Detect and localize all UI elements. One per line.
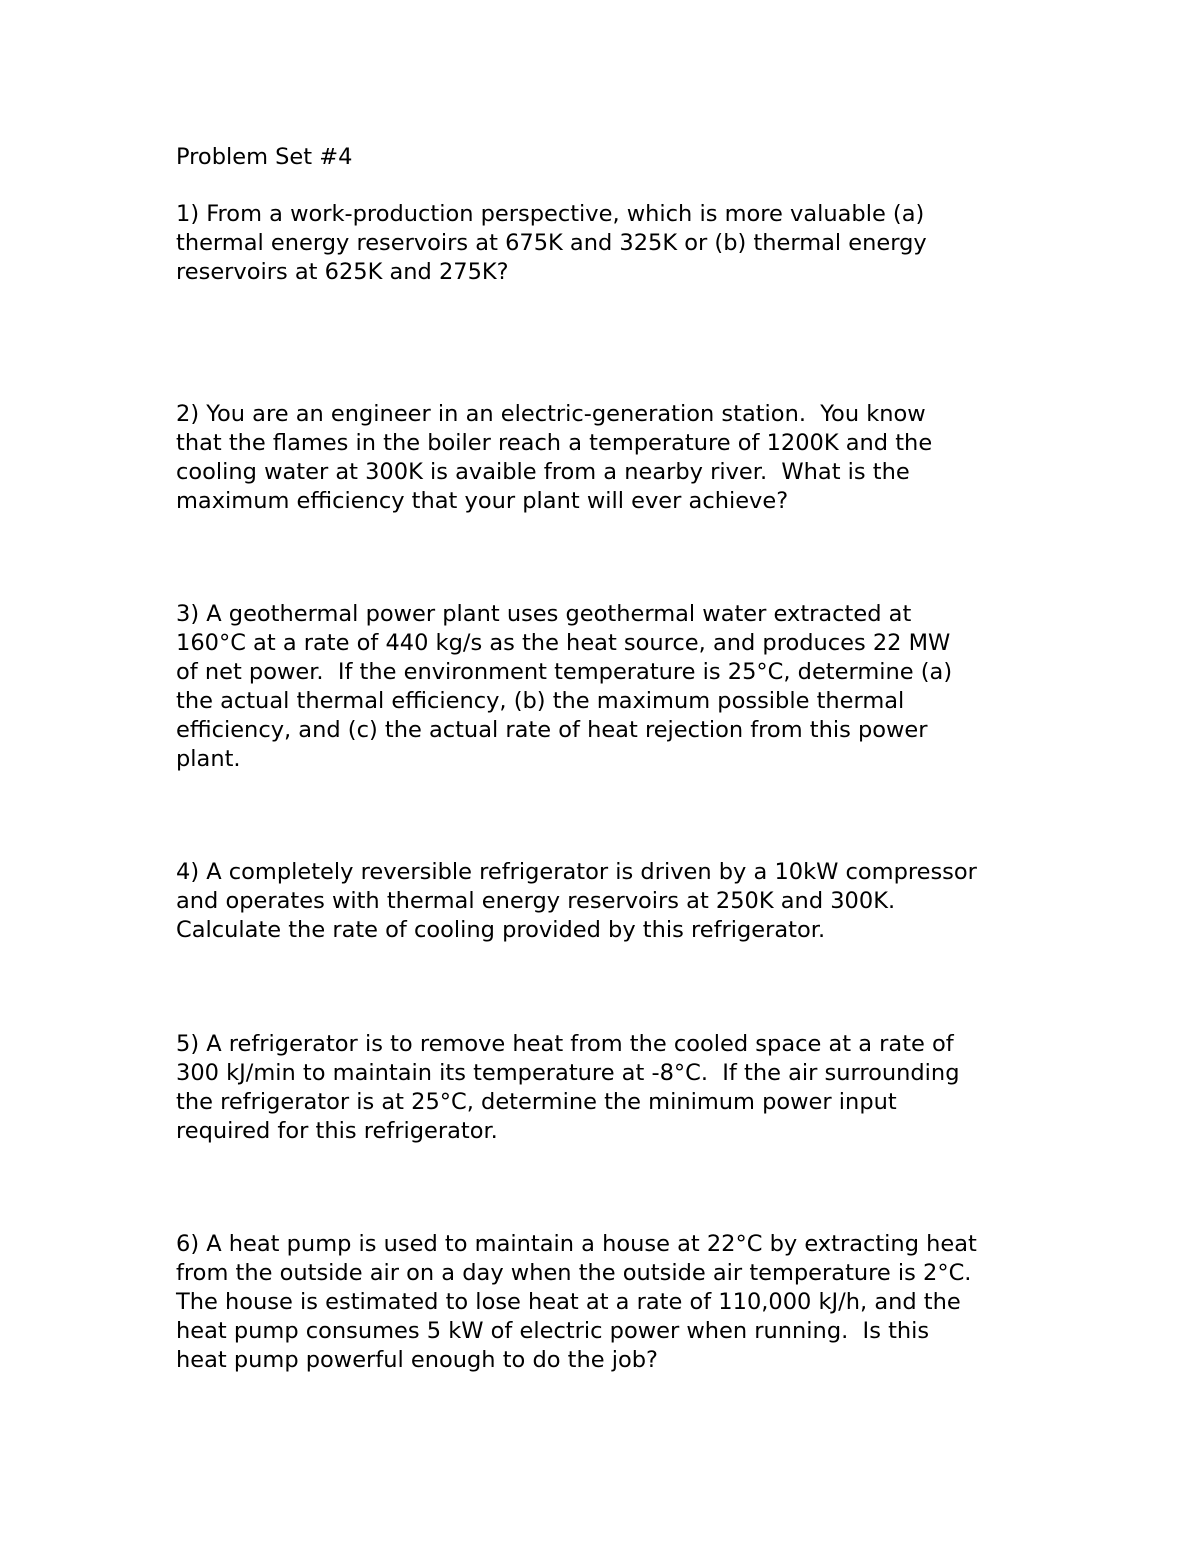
problem-line: 160°C at a rate of 440 kg/s as the heat source, and produces 22 MW (176, 630, 951, 656)
problem-2 (176, 400, 1056, 516)
problem-line: the refrigerator is at 25°C, determine the minimum power input (176, 1089, 897, 1115)
problem-line: that the flames in the boiler reach a temperature of 1200K and the (176, 430, 933, 456)
problem-line: from the outside air on a day when the outside air temperature is 2°C. (176, 1260, 972, 1286)
problem-line: maximum efficiency that your plant will ever achieve? (176, 488, 789, 514)
problem-line: efficiency, and (c) the actual rate of heat rejection from this power (176, 717, 928, 743)
problem-line: 3) A geothermal power plant uses geothermal water extracted at (176, 601, 912, 627)
problem-line: 1) From a work-production perspective, which is more valuable (a) (176, 201, 925, 227)
problem-line: and operates with thermal energy reservoirs at 250K and 300K. (176, 888, 896, 914)
problem-line: heat pump powerful enough to do the job? (176, 1347, 658, 1373)
document-title: Problem Set #4 (176, 144, 353, 170)
problem-line: required for this refrigerator. (176, 1118, 498, 1144)
problem-4 (176, 858, 1056, 945)
problem-1 (176, 200, 1056, 287)
problem-line: The house is estimated to lose heat at a rate of 110,000 kJ/h, and the (176, 1289, 961, 1315)
problem-line: 6) A heat pump is used to maintain a house at 22°C by extracting heat (176, 1231, 977, 1257)
problem-6 (176, 1230, 1056, 1375)
problem-line: cooling water at 300K is avaible from a nearby river. What is the (176, 459, 910, 485)
problem-line: plant. (176, 746, 241, 772)
problem-line: 4) A completely reversible refrigerator is driven by a 10kW compressor (176, 859, 977, 885)
problem-3 (176, 600, 1056, 774)
problem-line: reservoirs at 625K and 275K? (176, 259, 509, 285)
problem-5 (176, 1030, 1056, 1146)
problem-line: the actual thermal efficiency, (b) the maximum possible thermal (176, 688, 905, 714)
problem-line: Calculate the rate of cooling provided by this refrigerator. (176, 917, 826, 943)
problem-line: 2) You are an engineer in an electric-generation station. You know (176, 401, 926, 427)
problem-line: 5) A refrigerator is to remove heat from the cooled space at a rate of (176, 1031, 954, 1057)
problem-line: heat pump consumes 5 kW of electric power when running. Is this (176, 1318, 930, 1344)
problem-line: of net power. If the environment temperature is 25°C, determine (a) (176, 659, 953, 685)
problem-line: thermal energy reservoirs at 675K and 325K or (b) thermal energy (176, 230, 927, 256)
problem-line: 300 kJ/min to maintain its temperature at -8°C. If the air surrounding (176, 1060, 960, 1086)
